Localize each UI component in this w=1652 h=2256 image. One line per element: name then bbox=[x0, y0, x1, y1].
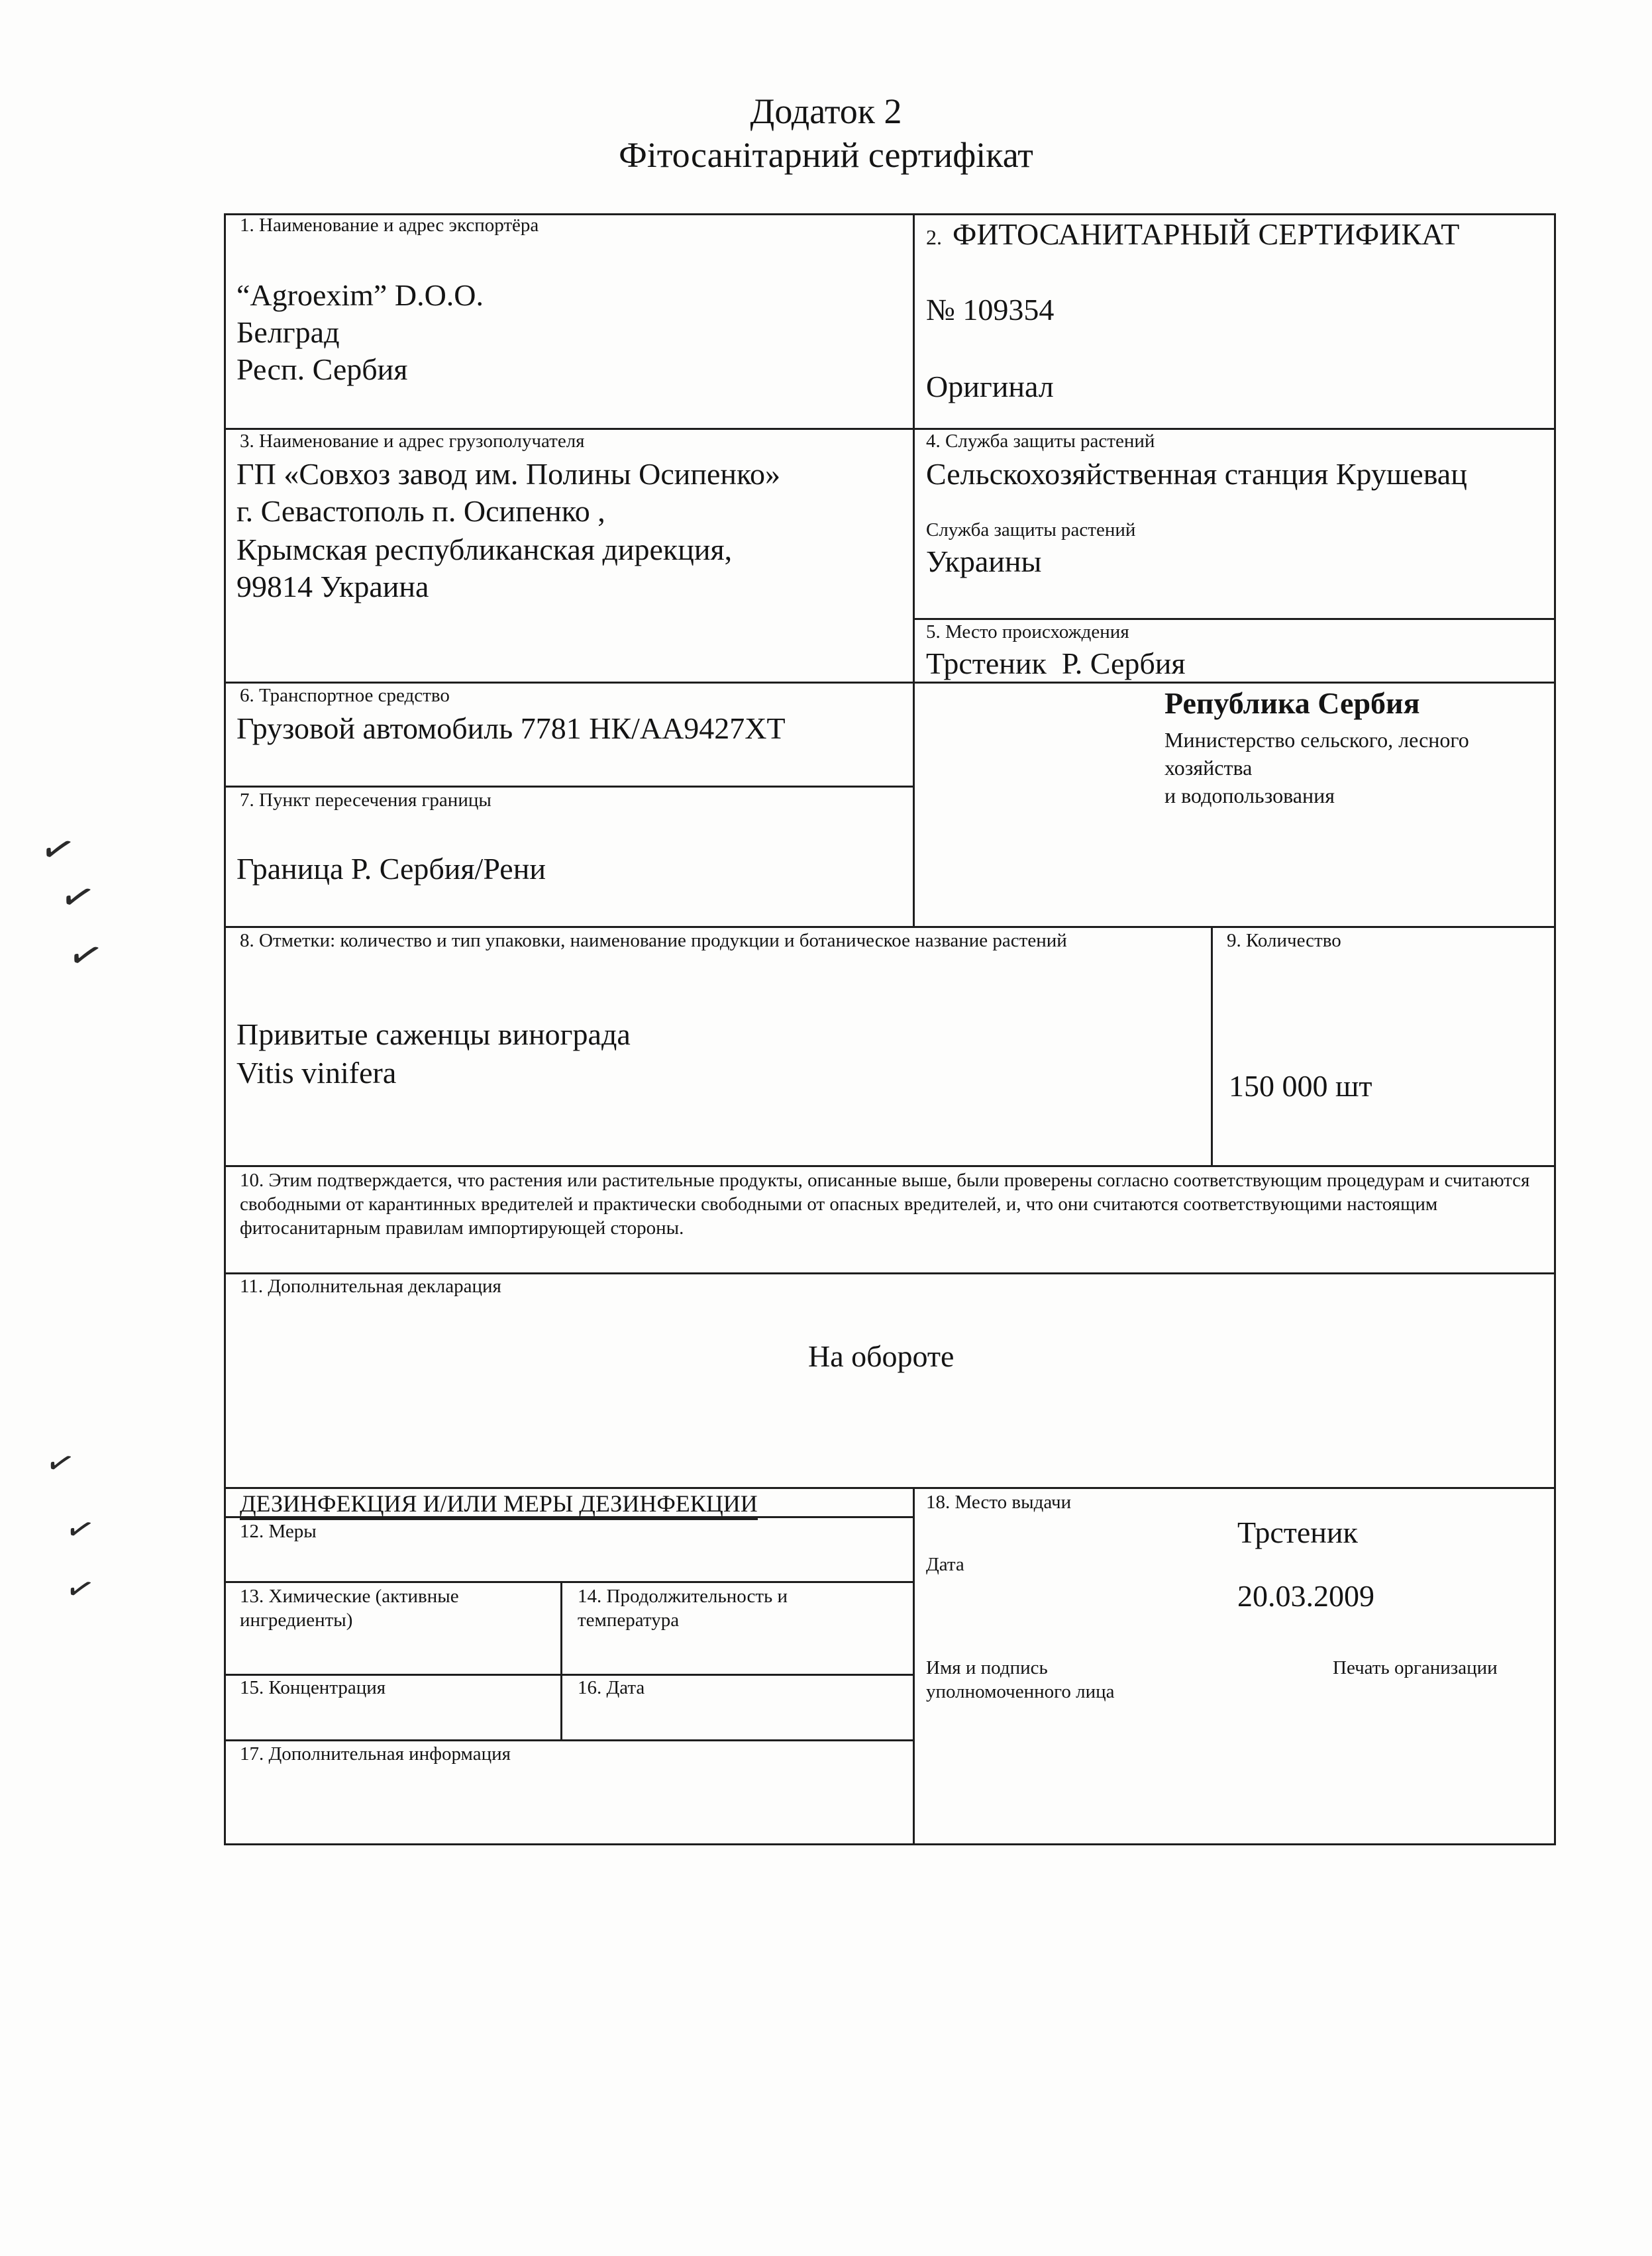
duration-temperature-label: 14. Продолжительность и температура bbox=[578, 1586, 788, 1631]
date-of-issue-value: 20.03.2009 bbox=[1237, 1579, 1374, 1613]
consignment-label: 8. Отметки: количество и тип упаковки, наименование продукции и ботаническое название растений bbox=[240, 930, 1067, 951]
plant-protection-label-2: Служба защиты растений bbox=[926, 519, 1136, 540]
concentration-label: 15. Концентрация bbox=[240, 1677, 386, 1698]
place-of-issue-label: 18. Место выдачи bbox=[926, 1492, 1072, 1513]
plant-protection-importer: Украины bbox=[926, 544, 1042, 578]
quantity-label: 9. Количество bbox=[1227, 930, 1341, 951]
botanical-name: Vitis vinifera bbox=[236, 1056, 397, 1090]
certificate-number: № 109354 bbox=[926, 293, 1055, 327]
margin-check-icon: ✓ bbox=[61, 1506, 99, 1553]
exporter-name: “Agroexim” D.O.O. bbox=[236, 278, 484, 312]
signature-label-line-2: уполномоченного лица bbox=[926, 1681, 1115, 1702]
margin-check-icon: ✓ bbox=[34, 822, 81, 878]
margin-check-icon: ✓ bbox=[62, 928, 109, 984]
additional-declaration-value: На обороте bbox=[808, 1339, 955, 1373]
quantity-value: 150 000 шт bbox=[1229, 1069, 1372, 1103]
product-name: Привитые саженцы винограда bbox=[236, 1017, 631, 1051]
certificate-box-number: 2. bbox=[926, 225, 942, 249]
chemical-label: 13. Химические (активные ингредиенты) bbox=[240, 1586, 459, 1631]
border-crossing-value: Граница Р. Сербия/Рени bbox=[236, 852, 546, 886]
consignee-line-4: 99814 Украина bbox=[236, 570, 429, 603]
plant-protection-label: 4. Служба защиты растений bbox=[926, 431, 1155, 452]
additional-declaration-label: 11. Дополнительная декларация bbox=[240, 1276, 501, 1297]
authority-ministry-line-3: и водопользования bbox=[1164, 784, 1335, 807]
exporter-label: 1. Наименование и адрес экспортёра bbox=[240, 215, 539, 236]
authority-country: Република Сербия bbox=[1164, 686, 1420, 720]
consignee-label: 3. Наименование и адрес грузополучателя bbox=[240, 431, 585, 452]
certification-statement: 10. Этим подтверждается, что растения или растительные продукты, описанные выше, были проверены согласно соответствующим процедурам и считаются свободными от карантинных вредителей и практически свободными от опасных вредителей, и, что они считаются соответствующими настоящим фитосанитарным правилам импортирующей стороны. bbox=[240, 1170, 1530, 1239]
margin-check-icon: ✓ bbox=[61, 1566, 99, 1612]
transport-label: 6. Транспортное средство bbox=[240, 685, 450, 706]
additional-info-label: 17. Дополнительная информация bbox=[240, 1743, 511, 1765]
consignee-line-1: ГП «Совхоз завод им. Полины Осипенко» bbox=[236, 457, 781, 491]
treatment-label: 12. Меры bbox=[240, 1521, 317, 1542]
authority-ministry-line-1: Министерство сельского, лесного bbox=[1164, 728, 1469, 752]
origin-value: Трстеник Р. Сербия bbox=[926, 646, 1186, 680]
certificate-status: Оригинал bbox=[926, 370, 1054, 403]
consignee-line-2: г. Севастополь п. Осипенко , bbox=[236, 494, 605, 528]
date-of-issue-label: Дата bbox=[926, 1554, 964, 1575]
certificate-title: ФИТОСАНИТАРНЫЙ СЕРТИФИКАТ bbox=[953, 217, 1460, 251]
exporter-country: Респ. Сербия bbox=[236, 352, 408, 386]
border-crossing-label: 7. Пункт пересечения границы bbox=[240, 790, 491, 811]
authority-ministry-line-2: хозяйства bbox=[1164, 756, 1253, 780]
page-title: Додаток 2 bbox=[750, 91, 902, 131]
stamp-label: Печать организации bbox=[1333, 1657, 1498, 1678]
consignee-line-3: Крымская республиканская дирекция, bbox=[236, 533, 733, 566]
disinfection-heading: ДЕЗИНФЕКЦИЯ И/ИЛИ МЕРЫ ДЕЗИНФЕКЦИИ bbox=[240, 1489, 758, 1520]
origin-label: 5. Место происхождения bbox=[926, 621, 1129, 642]
margin-check-icon: ✓ bbox=[41, 1440, 79, 1486]
treatment-date-label: 16. Дата bbox=[578, 1677, 645, 1698]
signature-label-line-1: Имя и подпись bbox=[926, 1657, 1048, 1678]
place-of-issue-value: Трстеник bbox=[1237, 1515, 1358, 1549]
page-subtitle: Фітосанітарний сертифікат bbox=[619, 135, 1033, 175]
margin-check-icon: ✓ bbox=[54, 870, 101, 925]
plant-protection-exporter: Сельскохозяйственная станция Крушевац bbox=[926, 457, 1467, 491]
exporter-city: Белград bbox=[236, 315, 340, 349]
transport-value: Грузовой автомобиль 7781 НК/АА9427ХТ bbox=[236, 711, 786, 745]
